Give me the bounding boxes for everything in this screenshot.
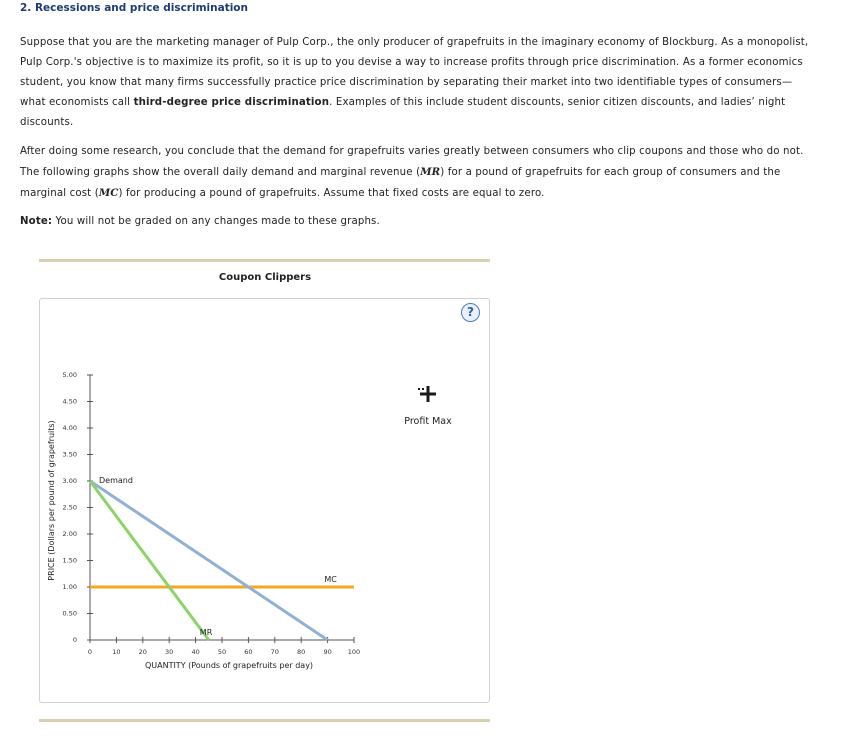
x-tick-label: 70 xyxy=(270,648,279,656)
profit-max-plus-icon[interactable] xyxy=(418,384,438,404)
y-tick-label: 3.00 xyxy=(62,477,77,485)
x-tick-label: 20 xyxy=(138,648,147,656)
plus-dot-left xyxy=(418,388,420,390)
research-mr-symbol: MR xyxy=(420,166,441,178)
x-tick-label: 90 xyxy=(323,648,332,656)
research-text-a: After doing some research, you conclude that the demand for grapefruits varies greatly between consumers who clip coupons and those who do not. The following graphs show the overall daily demand and marginal revenue ( xyxy=(20,146,804,178)
x-tick-label: 100 xyxy=(347,648,361,656)
y-tick-label: 5.00 xyxy=(62,371,77,379)
intro-bold-term: third-degree price discrimination xyxy=(133,97,330,108)
y-axis-title: PRICE (Dollars per pound of grapefruits) xyxy=(47,420,56,581)
intro-text-a: Suppose that you are the marketing manager of Pulp Corp., the only producer of grapefruits in the imaginary economy of Blockburg. As a monopolist, Pulp Corp.'s objective is to maximize its profit, so it is up to you devise a way to increase profits through price discrimination. As a former economics student, you know that many firms successfully practice price discrimination by separating their market into two identifiable types of consumers—what economists call xyxy=(20,37,809,108)
note-label: Note: xyxy=(20,216,53,227)
plus-horizontal-bar xyxy=(420,393,436,396)
y-tick-label: 1.50 xyxy=(62,556,77,565)
note-text: You will not be graded on any changes made to these graphs. xyxy=(52,216,380,227)
x-tick-label: 60 xyxy=(244,648,253,656)
x-tick-label: 10 xyxy=(112,648,121,656)
x-tick-label: 0 xyxy=(87,648,93,656)
demand-line xyxy=(90,481,328,640)
mr-line xyxy=(90,481,209,640)
mr-label: MR xyxy=(199,628,213,637)
mc-label: MC xyxy=(324,575,337,584)
y-tick-label: 3.50 xyxy=(62,450,77,459)
x-tick-label: 80 xyxy=(297,648,306,656)
help-button[interactable]: ? xyxy=(461,303,480,322)
y-tick-label: 1.00 xyxy=(62,583,77,591)
y-tick-label: 0.50 xyxy=(62,609,77,618)
y-tick-label: 2.50 xyxy=(62,503,77,512)
x-tick-label: 30 xyxy=(165,648,174,656)
intro-text-b: . Examples of this include student discounts, senior citizen discounts, and ladies’ night discounts. xyxy=(20,97,786,128)
research-text-c: ) for producing a pound of grapefruits. Assume that fixed costs are equal to zero. xyxy=(118,188,545,199)
research-text-b: ) for a pound of grapefruits for each group of consumers and the marginal cost ( xyxy=(20,167,781,199)
graph-title: Coupon Clippers xyxy=(218,272,312,283)
x-tick-label: 40 xyxy=(191,648,200,656)
y-tick-label: 2.00 xyxy=(62,530,77,538)
y-tick-label: 0 xyxy=(72,636,77,644)
x-axis-title: QUANTITY (Pounds of grapefruits per day) xyxy=(144,661,314,670)
y-tick-label: 4.50 xyxy=(62,397,77,406)
graph-bottom-rule xyxy=(39,719,490,722)
question-heading: 2. Recessions and price discrimination xyxy=(20,2,248,14)
y-tick-label: 4.00 xyxy=(62,424,77,432)
profit-max-label: Profit Max xyxy=(404,416,452,427)
demand-label: Demand xyxy=(99,476,133,485)
research-mc-symbol: MC xyxy=(98,187,119,199)
x-tick-label: 50 xyxy=(217,648,227,656)
plus-dot-right xyxy=(422,388,424,390)
